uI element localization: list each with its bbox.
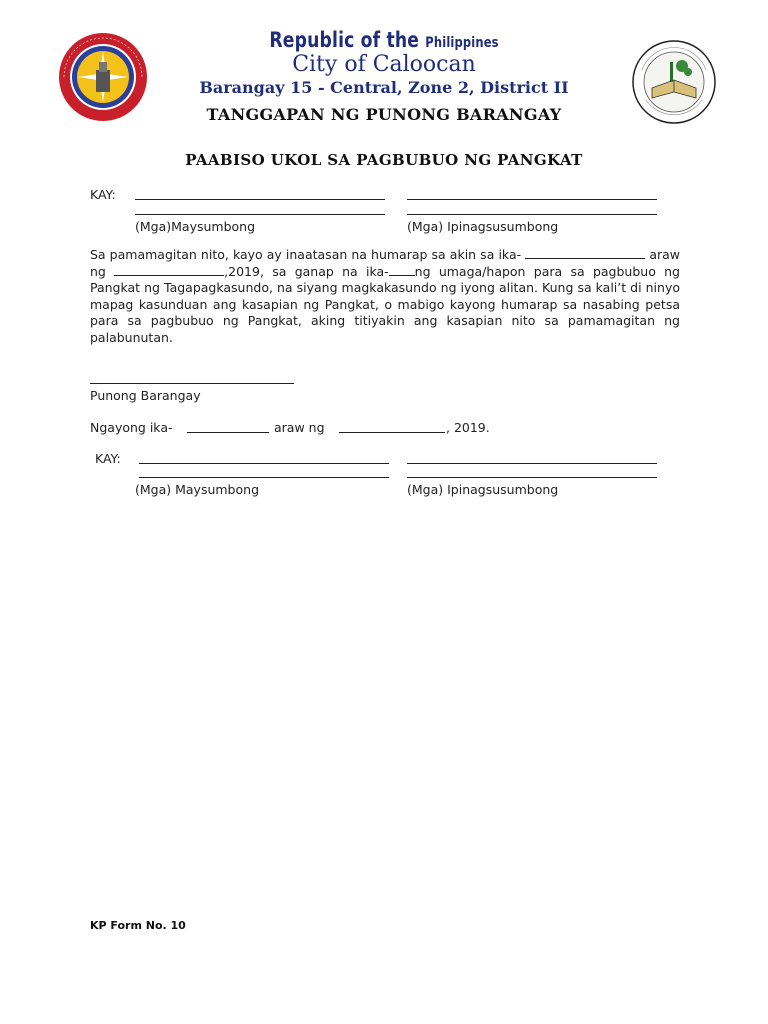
republic-heading [69, 28, 699, 52]
body-text-4: ng umaga/hapon para sa pagbubuo ng Pangkat ng Tagapagkasundo, na siyang magkakasundo ng iyong alitan. Kung sa kali’t di ninyo mapag kasunduan ang kasapian ng Pangkat, o mabigo kayong humarap sa nasabing petsa para sa pagbubuo ng Pangkat, aking titiyakin ang kasapian nito sa pamamagitan ng palabunutan. [90, 263, 680, 345]
respondent-line-4[interactable] [407, 477, 657, 478]
respondent-line-2[interactable] [407, 214, 657, 215]
respondent-line-1[interactable] [407, 199, 657, 200]
body-text-1: Sa pamamagitan nito, kayo ay inaatasan na humarap sa akin sa ika- [90, 247, 522, 262]
hour-blank[interactable] [389, 264, 415, 276]
form-title: PAABISO UKOL SA PAGBUBUO NG PANGKAT [185, 151, 583, 169]
complainant-line-1[interactable] [135, 199, 385, 200]
complainant-line-2[interactable] [135, 214, 385, 215]
city-heading: City of Caloocan [292, 52, 476, 77]
date-prefix: Ngayong ika- [90, 420, 173, 435]
day-blank[interactable] [525, 247, 645, 259]
complainant-line-4[interactable] [139, 477, 389, 478]
kay-label-2: KAY: [95, 451, 121, 466]
complainant-line-3[interactable] [139, 463, 389, 464]
respondent-label: (Mga) Ipinagsusumbong [407, 219, 559, 234]
philippines-text: Philippines [425, 35, 499, 51]
signature-line[interactable] [90, 383, 294, 384]
republic-text: Republic of the [269, 28, 420, 52]
complainant-label-2: (Mga) Maysumbong [135, 482, 259, 497]
office-heading: TANGGAPAN NG PUNONG BARANGAY [206, 105, 562, 124]
barangay-heading: Barangay 15 - Central, Zone 2, District II [199, 78, 569, 97]
date-suffix: , 2019. [446, 420, 490, 435]
form-number: KP Form No. 10 [90, 919, 186, 932]
notice-body [90, 247, 680, 346]
date-day-line[interactable] [187, 432, 269, 433]
body-text-2: araw ng [90, 247, 680, 279]
kay-label: KAY: [90, 187, 116, 202]
respondent-label-2: (Mga) Ipinagsusumbong [407, 482, 559, 497]
date-month-line[interactable] [339, 432, 445, 433]
respondent-line-3[interactable] [407, 463, 657, 464]
month-blank[interactable] [114, 264, 224, 276]
date-middle: araw ng [274, 420, 325, 435]
signatory-label: Punong Barangay [90, 388, 201, 403]
body-text-3: ,2019, sa ganap na ika- [224, 263, 389, 279]
complainant-label: (Mga)Maysumbong [135, 219, 256, 234]
